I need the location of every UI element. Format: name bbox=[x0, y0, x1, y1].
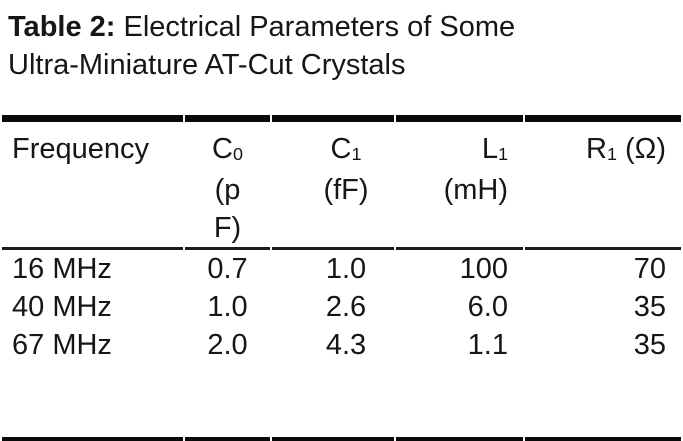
document-page bbox=[0, 8, 683, 441]
cell-l1: 100 bbox=[459, 253, 508, 285]
cell-c1: 1.0 bbox=[325, 253, 367, 285]
table-row bbox=[2, 250, 681, 288]
bottom-rule-segment bbox=[525, 364, 681, 441]
caption-line1-rest: Electrical Parameters of Some bbox=[115, 11, 516, 43]
cell-c0: 2.0 bbox=[207, 329, 248, 361]
cell-c1: 2.6 bbox=[325, 291, 367, 323]
col-header-c0 bbox=[185, 115, 270, 250]
table-row bbox=[2, 326, 681, 364]
cell-frequency: 40 MHz bbox=[12, 291, 112, 323]
table-header bbox=[2, 115, 681, 250]
bottom-rule-segment bbox=[396, 364, 523, 441]
c0-subscript: 0 bbox=[232, 144, 243, 165]
cell-r1: 35 bbox=[633, 291, 666, 323]
table-caption bbox=[8, 8, 673, 84]
cell-frequency: 16 MHz bbox=[12, 253, 112, 285]
c1-base: C bbox=[330, 133, 352, 165]
table-body bbox=[2, 250, 681, 441]
cell-frequency: 67 MHz bbox=[12, 329, 112, 361]
col-header-l1 bbox=[396, 115, 523, 250]
header-row bbox=[2, 115, 681, 250]
col-header-l1-symbol bbox=[396, 130, 508, 171]
table-row bbox=[2, 288, 681, 326]
col-header-l1-unit: (mH) bbox=[443, 174, 508, 206]
col-header-frequency bbox=[2, 115, 183, 250]
caption-line2: Ultra-Miniature AT-Cut Crystals bbox=[8, 49, 406, 81]
r1-unit: (Ω) bbox=[616, 133, 666, 165]
r1-base: R bbox=[585, 133, 607, 165]
cell-c1: 4.3 bbox=[325, 329, 367, 361]
electrical-parameters-table bbox=[0, 115, 683, 441]
cell-l1: 1.1 bbox=[467, 329, 508, 361]
l1-base: L bbox=[481, 133, 498, 165]
col-header-r1-symbol bbox=[525, 130, 666, 171]
cell-l1: 6.0 bbox=[467, 291, 508, 323]
caption-line1 bbox=[8, 8, 673, 46]
col-header-c1-unit: (fF) bbox=[323, 174, 369, 206]
col-header-c1-symbol bbox=[298, 130, 394, 171]
col-header-frequency-label: Frequency bbox=[12, 133, 150, 165]
caption-table-number: Table 2: bbox=[8, 11, 116, 43]
col-header-c0-symbol bbox=[185, 130, 270, 171]
bottom-rule-row bbox=[2, 364, 681, 441]
c1-subscript: 1 bbox=[351, 144, 362, 165]
col-header-c0-unit-line2: F) bbox=[213, 212, 242, 244]
cell-r1: 70 bbox=[633, 253, 666, 285]
l1-subscript: 1 bbox=[498, 144, 508, 165]
bottom-rule-segment bbox=[272, 364, 394, 441]
cell-c0: 1.0 bbox=[207, 291, 248, 323]
c0-base: C bbox=[212, 133, 233, 165]
col-header-c1 bbox=[272, 115, 394, 250]
bottom-rule-segment bbox=[2, 364, 183, 441]
r1-subscript: 1 bbox=[606, 144, 617, 165]
cell-c0: 0.7 bbox=[207, 253, 248, 285]
col-header-r1 bbox=[525, 115, 681, 250]
col-header-c0-unit-line1: (p bbox=[214, 174, 241, 206]
bottom-rule-segment bbox=[185, 364, 270, 441]
cell-r1: 35 bbox=[633, 329, 666, 361]
